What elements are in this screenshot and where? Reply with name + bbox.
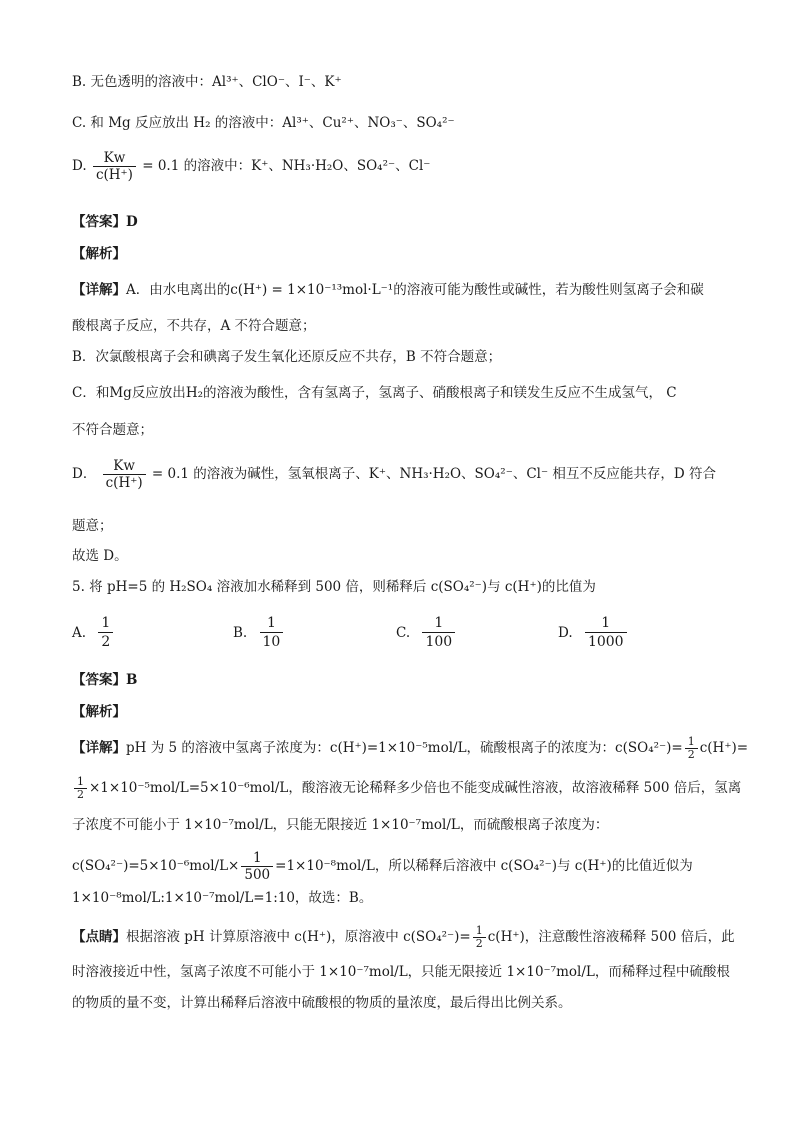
half-den-3: 2	[475, 937, 483, 950]
q5-option-a	[72, 614, 115, 651]
detail-4-d-line1	[72, 458, 716, 491]
option-d	[72, 150, 430, 183]
half-fraction-2	[74, 776, 87, 801]
magnesium-symbol: Mg	[108, 115, 131, 131]
detail-4-c-line1	[72, 383, 677, 403]
q5-option-d-label: D.	[558, 624, 573, 641]
half-num: 1	[685, 736, 698, 749]
half-num-2: 1	[74, 776, 87, 789]
option-c-ions: 的溶液中：Al³⁺、Cu²⁺、NO₃⁻、SO₄²⁻	[214, 115, 455, 131]
eq-value: = 0.1	[142, 158, 180, 174]
detail-5-line5: 1×10⁻⁸mol/L:1×10⁻⁷mol/L=1:10，故选：B。	[72, 890, 373, 906]
q5-option-c	[396, 614, 457, 651]
detail-4-a-text: A．由水电离出的	[126, 282, 231, 298]
detail-eq-value: = 0.1	[151, 466, 189, 482]
detail-4-d-text: 的溶液为碱性，氢氧根离子、K⁺、NH₃·H₂O、SO₄²⁻、Cl⁻ 相互不反应能共存，D 符合	[193, 466, 716, 482]
detail-5-text4b: =1×10⁻⁸mol/L，所以稀释后溶液中 c(SO₄²⁻)与 c(H⁺)的比值近似为	[275, 858, 693, 874]
half-den: 2	[687, 748, 695, 761]
question-5: 5. 将 pH=5 的 H₂SO₄ 溶液加水稀释到 500 倍，则稀释后 c(SO₄²⁻)与 c(H⁺)的比值为	[72, 579, 596, 595]
detail-4-d-line2: 题意；	[72, 518, 113, 534]
half-fraction	[685, 736, 698, 761]
detail-4-c-mid: 反应放出	[131, 385, 186, 401]
detail-5-line2	[72, 776, 741, 801]
option-b: B. 无色透明的溶液中：Al³⁺、ClO⁻、I⁻、K⁺	[72, 74, 342, 90]
q5-option-c-num: 1	[422, 614, 455, 633]
q5-option-c-fraction	[422, 614, 455, 651]
detail-5-line3: 子浓度不可能小于 1×10⁻⁷mol/L，只能无限接近 1×10⁻⁷mol/L，而硫酸根离子浓度为：	[72, 817, 609, 833]
key-point-line2: 时溶液接近中性，氢离子浓度不可能小于 1×10⁻⁷mol/L，只能无限接近 1×10⁻⁷mol/L，而稀释过程中硫酸根	[72, 964, 730, 980]
half-fraction-3	[473, 925, 486, 950]
q5-option-c-label: C.	[396, 624, 411, 641]
half-den-2: 2	[77, 788, 84, 801]
key-point-line3: 的物质的量不变，计算出稀释后溶液中硫酸根的物质的量浓度，最后得出比例关系。	[72, 995, 572, 1011]
detail-4-mg: Mg	[109, 385, 132, 401]
option-d-ions: 的溶液中：K⁺、NH₃·H₂O、SO₄²⁻、Cl⁻	[183, 158, 431, 174]
half-num-3: 1	[473, 925, 486, 938]
kw-numerator: Kw	[93, 150, 136, 167]
key-point-text1b: c(H⁺)，注意酸性溶液稀释 500 倍后，此	[487, 929, 735, 945]
q5-option-a-num: 1	[98, 614, 113, 633]
detail-4-a-formula: c(H⁺) = 1×10⁻¹³mol·L⁻¹	[230, 282, 394, 298]
kw-denominator: c(H⁺)	[95, 167, 133, 183]
q5-option-d-den: 1000	[587, 634, 624, 650]
detail-4-a-line1	[72, 280, 704, 300]
detail-kw-fraction	[103, 458, 146, 491]
q5-option-b-num: 1	[260, 614, 284, 633]
detail-5-text1: pH 为 5 的溶液中氢离子浓度为：c(H⁺)=1×10⁻⁵mol/L，硫酸根离子的浓度为：c(SO₄²⁻)=	[126, 740, 683, 756]
hydrogen-symbol: H₂	[193, 115, 211, 131]
key-point-tag: 【点睛】	[72, 929, 126, 945]
detail-5-tag: 【详解】	[72, 740, 126, 756]
detail-4-c-prefix: C．和	[72, 385, 110, 401]
detail-4-h2: H₂	[185, 385, 203, 401]
option-d-label: D.	[72, 158, 87, 174]
detail-kw-denominator: c(H⁺)	[105, 475, 143, 491]
key-point-line1	[72, 925, 735, 950]
detail-4-conclusion: 故选 D。	[72, 548, 128, 564]
q5-option-c-den: 100	[425, 634, 453, 650]
answer-5: 【答案】B	[72, 672, 138, 688]
q5-option-d-num: 1	[585, 614, 627, 633]
f500-den: 500	[244, 867, 271, 883]
detail-4-tag: 【详解】	[72, 282, 126, 298]
detail-5-text2: ×1×10⁻⁵mol/L=5×10⁻⁶mol/L，酸溶液无论稀释多少倍也不能变成碱性溶液，故溶液稀释 500 倍后，氢离	[89, 780, 742, 796]
detail-5-line4	[72, 850, 693, 883]
option-c-prefix: C. 和	[72, 115, 104, 131]
q5-option-d	[558, 614, 629, 651]
q5-option-a-fraction	[98, 614, 113, 651]
f500-num: 1	[241, 850, 273, 867]
detail-5-line1	[72, 736, 748, 761]
q5-option-b	[233, 614, 285, 651]
option-c-mid: 反应放出	[135, 115, 189, 131]
analysis-4-heading: 【解析】	[72, 246, 126, 262]
q5-option-b-fraction	[260, 614, 284, 651]
detail-5-text4a: c(SO₄²⁻)=5×10⁻⁶mol/L×	[72, 858, 240, 874]
q5-option-a-label: A.	[72, 624, 87, 641]
key-point-text1: 根据溶液 pH 计算原溶液中 c(H⁺)，原溶液中 c(SO₄²⁻)=	[126, 929, 471, 945]
analysis-5-heading: 【解析】	[72, 704, 126, 720]
kw-fraction	[93, 150, 136, 183]
detail-4-c-line2: 不符合题意；	[72, 422, 153, 438]
option-c	[72, 113, 455, 133]
detail-4-c-text: 的溶液为酸性，含有氢离子，氢离子、硝酸根离子和镁发生反应不生成氢气， C	[203, 385, 677, 401]
detail-4-a-text2: 的溶液可能为酸性或碱性，若为酸性则氢离子会和碳	[393, 282, 704, 298]
detail-4-a-line2: 酸根离子反应，不共存，A 不符合题意；	[72, 318, 316, 334]
q5-option-a-den: 2	[101, 634, 111, 650]
fraction-500	[241, 850, 273, 883]
detail-4-b: B．次氯酸根离子会和碘离子发生氧化还原反应不共存，B 不符合题意；	[72, 349, 502, 365]
q5-option-b-label: B.	[233, 624, 248, 641]
detail-4-d-label: D．	[72, 466, 97, 482]
answer-4: 【答案】D	[72, 214, 138, 230]
q5-option-b-den: 10	[262, 634, 281, 650]
detail-5-text1b: c(H⁺)=	[699, 740, 749, 756]
detail-kw-numerator: Kw	[103, 458, 146, 475]
q5-option-d-fraction	[585, 614, 627, 651]
